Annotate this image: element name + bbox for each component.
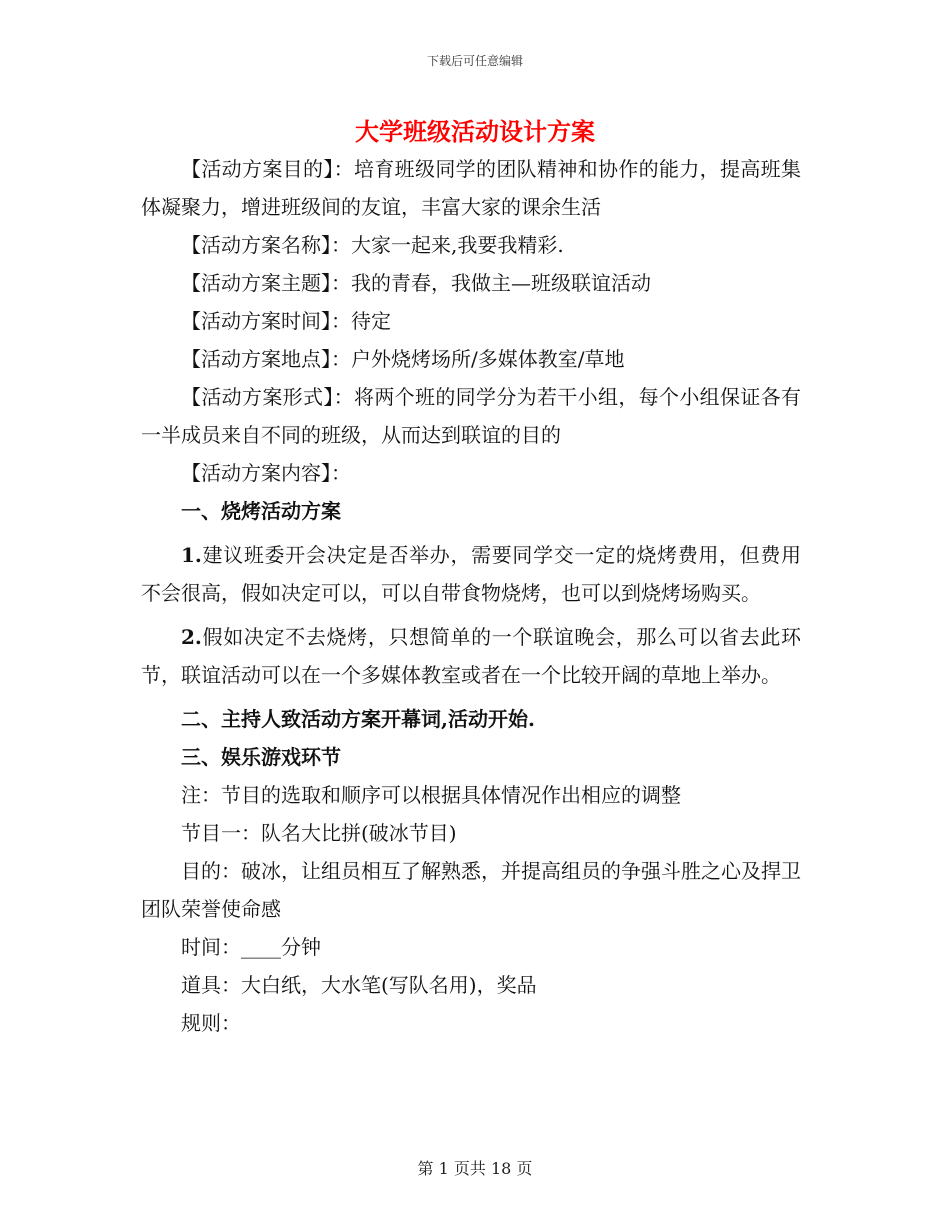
paragraph-duration: 时间：____分钟 <box>181 935 321 959</box>
paragraph-theme: 【活动方案主题】：我的青春，我做主—班级联谊活动 <box>181 271 651 295</box>
paragraph-rules: 规则： <box>181 1011 241 1035</box>
paragraph-location: 【活动方案地点】：户外烧烤场所/多媒体教室/草地 <box>181 347 625 371</box>
paragraph-format: 【活动方案形式】：将两个班的同学分为若干小组，每个小组保证各有一半成员来自不同的班级，从而达到联谊的目的 <box>141 385 801 447</box>
paragraph-time: 【活动方案时间】：待定 <box>181 309 391 333</box>
paragraph-purpose: 【活动方案目的】：培育班级同学的团队精神和协作的能力，提高班集体凝聚力，增进班级间的友谊，丰富大家的课余生活 <box>141 157 801 219</box>
paragraph-program-one: 节目一：队名大比拼(破冰节目) <box>181 821 457 845</box>
section-heading-bbq: 一、烧烤活动方案 <box>181 499 341 523</box>
section-heading-games: 三、娱乐游戏环节 <box>181 745 341 769</box>
document-body <box>141 150 801 1042</box>
document-title: 大学班级活动设计方案 <box>355 117 595 146</box>
paragraph-item-1 <box>141 536 801 612</box>
paragraph-content-label: 【活动方案内容】： <box>181 461 351 485</box>
page-header: 下载后可任意编辑 <box>426 54 523 68</box>
item-number: 1. <box>181 543 202 567</box>
section-heading-opening: 二、主持人致活动方案开幕词,活动开始. <box>181 707 535 731</box>
paragraph-item-2 <box>141 618 801 694</box>
paragraph-goal: 目的：破冰，让组员相互了解熟悉，并提高组员的争强斗胜之心及捍卫团队荣誉使命感 <box>141 859 801 921</box>
paragraph-props: 道具：大白纸，大水笔(写队名用)，奖品 <box>181 973 537 997</box>
paragraph-note: 注：节目的选取和顺序可以根据具体情况作出相应的调整 <box>181 783 681 807</box>
item-text: 建议班委开会决定是否举办，需要同学交一定的烧烤费用，但费用不会很高，假如决定可以，可以自带食物烧烤，也可以到烧烤场购买。 <box>141 543 801 605</box>
item-number: 2. <box>181 625 202 649</box>
paragraph-name: 【活动方案名称】：大家一起来,我要我精彩. <box>181 233 564 257</box>
page-footer: 第 1 页共 18 页 <box>417 1159 533 1178</box>
item-text: 假如决定不去烧烤，只想简单的一个联谊晚会，那么可以省去此环节，联谊活动可以在一个多媒体教室或者在一个比较开阔的草地上举办。 <box>141 625 801 687</box>
